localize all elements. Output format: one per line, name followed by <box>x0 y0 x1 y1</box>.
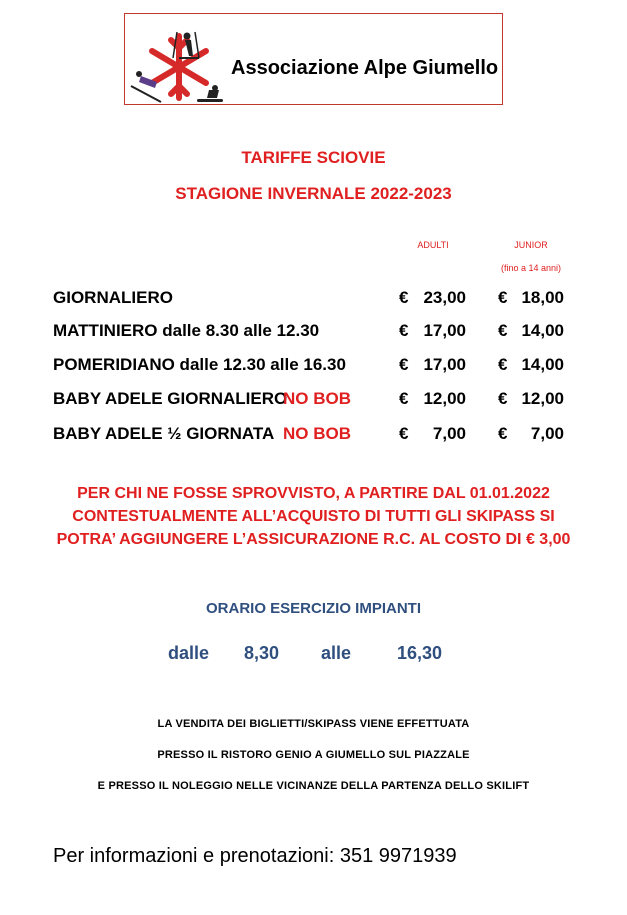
rate-junior: 12,00 <box>521 389 564 408</box>
sale-info-line-2: PRESSO IL RISTORO GENIO A GIUMELLO SUL PIAZZALE <box>157 749 470 761</box>
rate-junior: 14,00 <box>521 321 564 340</box>
sale-info-line-1: LA VENDITA DEI BIGLIETTI/SKIPASS VIENE EFFETTUATA <box>157 718 470 730</box>
rate-junior: 7,00 <box>530 424 564 443</box>
currency-symbol: € <box>498 321 508 340</box>
currency-symbol: € <box>498 355 508 374</box>
rate-note: NO BOB <box>283 424 351 443</box>
rate-adulti: 17,00 <box>423 321 466 340</box>
column-header-junior: JUNIOR <box>514 240 548 250</box>
rate-junior: 14,00 <box>521 355 564 374</box>
hours-to: 16,30 <box>397 643 443 663</box>
season-title: STAGIONE INVERNALE 2022-2023 <box>175 184 452 203</box>
rate-junior: 18,00 <box>521 288 564 307</box>
rate-row-baby-adele-mezza <box>53 424 573 446</box>
rate-label: GIORNALIERO <box>53 288 173 307</box>
hours-from-word: dalle <box>168 643 210 663</box>
column-header-adulti: ADULTI <box>417 240 449 250</box>
rate-label: MATTINIERO dalle 8.30 alle 12.30 <box>53 321 320 340</box>
insurance-notice-line-3: POTRA’ AGGIUNGERE L’ASSICURAZIONE R.C. AL COSTO DI € 3,00 <box>56 531 571 548</box>
sale-info-line-3: E PRESSO IL NOLEGGIO NELLE VICINANZE DELLA PARTENZA DELLO SKILIFT <box>97 780 530 792</box>
rate-row-baby-adele-giornaliero <box>53 389 573 411</box>
rate-adulti: 7,00 <box>432 424 466 443</box>
rate-adulti: 12,00 <box>423 389 466 408</box>
currency-symbol: € <box>399 424 409 443</box>
currency-symbol: € <box>399 321 409 340</box>
hours-from: 8,30 <box>244 643 280 663</box>
rate-adulti: 17,00 <box>423 355 466 374</box>
contact-info: Per informazioni e prenotazioni: 351 9971939 <box>53 845 457 867</box>
currency-symbol: € <box>399 288 409 307</box>
org-name: Associazione Alpe Giumello <box>231 57 499 79</box>
header-logo-box <box>124 13 503 105</box>
rate-row-mattiniero <box>53 321 573 343</box>
page-title: TARIFFE SCIOVIE <box>241 148 386 167</box>
currency-symbol: € <box>498 389 508 408</box>
rate-row-pomeridiano <box>53 355 573 377</box>
column-header-junior-note: (fino a 14 anni) <box>500 263 562 273</box>
skier-snowflake-logo-icon <box>127 26 227 104</box>
currency-symbol: € <box>399 389 409 408</box>
rate-row-giornaliero <box>53 288 573 310</box>
insurance-notice-line-2: CONTESTUALMENTE ALL’ACQUISTO DI TUTTI GLI SKIPASS SI <box>72 508 555 525</box>
rate-label: BABY ADELE GIORNALIERO <box>53 389 288 408</box>
rate-label: POMERIDIANO dalle 12.30 alle 16.30 <box>53 355 346 374</box>
currency-symbol: € <box>498 288 508 307</box>
currency-symbol: € <box>498 424 508 443</box>
rate-note: NO BOB <box>283 389 351 408</box>
rate-adulti: 23,00 <box>423 288 466 307</box>
hours-title: ORARIO ESERCIZIO IMPIANTI <box>205 600 421 617</box>
rate-label: BABY ADELE ½ GIORNATA <box>53 424 275 443</box>
insurance-notice-line-1: PER CHI NE FOSSE SPROVVISTO, A PARTIRE DAL 01.01.2022 <box>77 485 550 502</box>
currency-symbol: € <box>399 355 409 374</box>
hours-to-word: alle <box>321 643 352 663</box>
